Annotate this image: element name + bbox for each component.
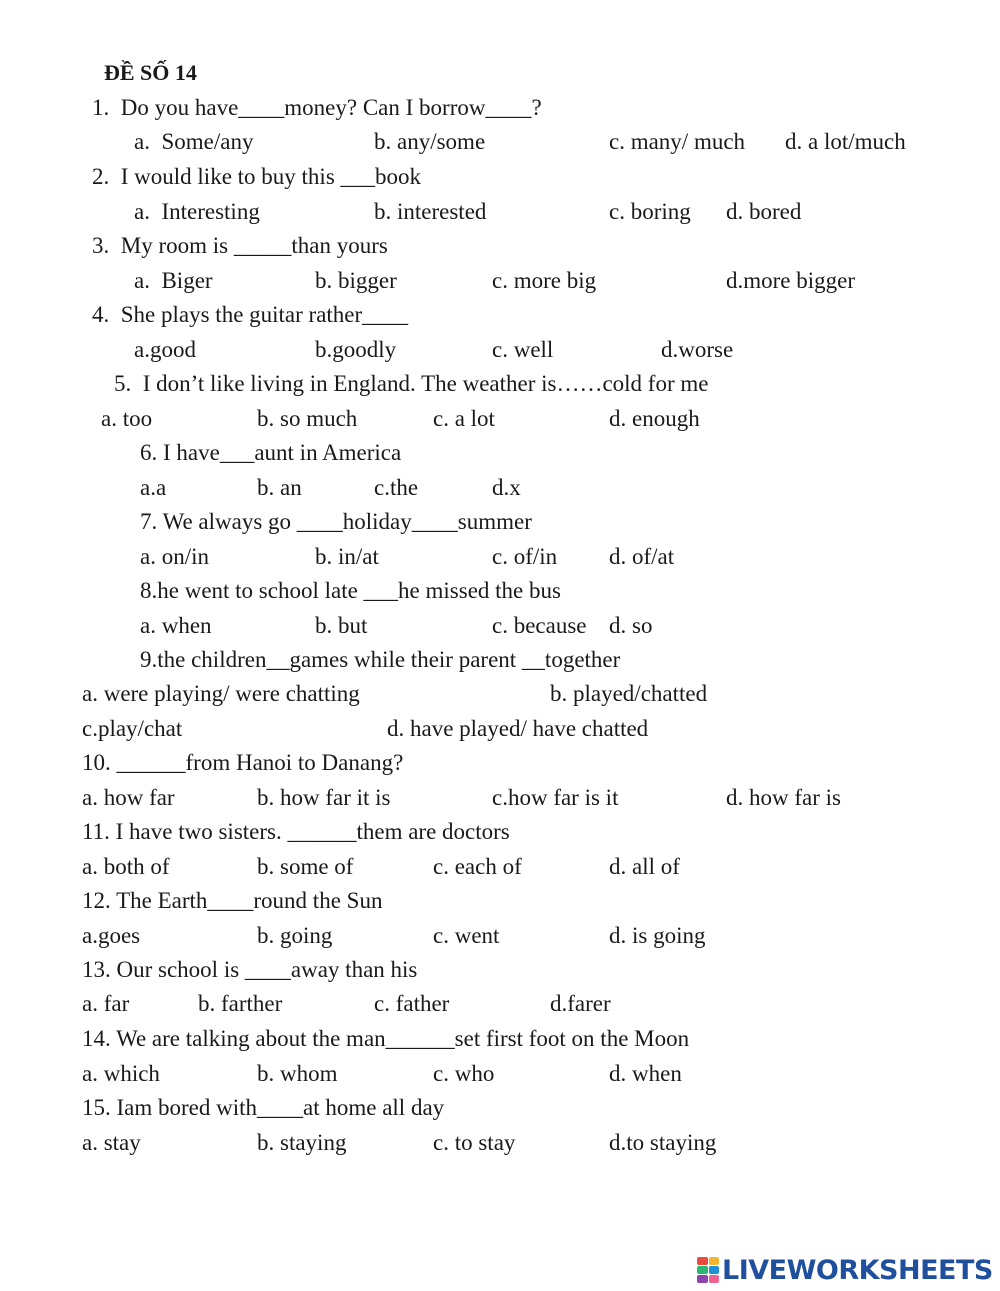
answer-option: a. Some/any (134, 129, 254, 154)
answer-option: b. staying (257, 1130, 347, 1155)
answer-option: d. a lot/much (785, 129, 906, 154)
answer-option: a.good (134, 337, 196, 362)
answer-option: d. of/at (609, 544, 675, 569)
answer-option: a. when (140, 613, 212, 638)
answer-option: d. enough (609, 406, 700, 431)
answer-option: c. went (433, 923, 500, 948)
answer-option: b. but (315, 613, 368, 638)
answer-option: b. how far it is (257, 785, 391, 810)
question-text: 12. The Earth____round the Sun (82, 888, 383, 913)
question-text: 8.he went to school late ___he missed the bus (140, 578, 561, 603)
answer-option: d. all of (609, 854, 680, 879)
answer-option: d.to staying (609, 1130, 717, 1155)
answer-option: d.farer (550, 991, 611, 1016)
answer-option: a. Interesting (134, 199, 260, 224)
question-text: 5. I don’t like living in England. The weather is……cold for me (114, 371, 709, 396)
question-text: 4. She plays the guitar rather____ (92, 302, 409, 327)
answer-option: c. many/ much (609, 129, 746, 154)
answer-option: a.a (140, 475, 167, 500)
answer-option: b. in/at (315, 544, 379, 569)
liveworksheets-logo-text: LIVEWORKSHEETS (722, 1254, 993, 1286)
answer-option: c. who (433, 1061, 495, 1086)
question-text: 9.the children__games while their parent __together (140, 647, 621, 672)
question-text: 10. ______from Hanoi to Danang? (82, 750, 404, 775)
answer-option: b. any/some (374, 129, 486, 154)
answer-option: b. an (257, 475, 302, 500)
answer-option: a. Biger (134, 268, 213, 293)
answer-option: d. have played/ have chatted (387, 716, 649, 741)
question-text: 2. I would like to buy this ___book (92, 164, 422, 189)
answer-option: d. so (609, 613, 653, 638)
answer-option: b. going (257, 923, 333, 948)
answer-option: d.worse (661, 337, 734, 362)
question-text: 3. My room is _____than yours (92, 233, 388, 258)
question-text: 11. I have two sisters. ______them are doctors (82, 819, 510, 844)
worksheet-title: ĐỀ SỐ 14 (104, 60, 197, 85)
answer-option: b. whom (257, 1061, 338, 1086)
question-text: 6. I have___aunt in America (140, 440, 402, 465)
answer-option: a. too (101, 406, 153, 431)
answer-option: a. far (82, 991, 130, 1016)
answer-option: c.play/chat (82, 716, 183, 741)
answer-option: a. on/in (140, 544, 209, 569)
answer-option: a. how far (82, 785, 175, 810)
question-text: 14. We are talking about the man______set first foot on the Moon (82, 1026, 690, 1051)
answer-option: a. which (82, 1061, 160, 1086)
answer-option: d. when (609, 1061, 682, 1086)
question-text: 15. Iam bored with____at home all day (82, 1095, 445, 1120)
question-text: 13. Our school is ____away than his (82, 957, 418, 982)
answer-option: b. played/chatted (550, 681, 708, 706)
liveworksheets-logo-icon (697, 1257, 719, 1283)
answer-option: c. each of (433, 854, 522, 879)
answer-option: b. farther (198, 991, 283, 1016)
answer-option: d. is going (609, 923, 706, 948)
answer-option: c. well (492, 337, 554, 362)
question-text: 1. Do you have____money? Can I borrow____? (92, 95, 542, 120)
answer-option: d. bored (726, 199, 802, 224)
answer-option: b. interested (374, 199, 487, 224)
answer-option: c. to stay (433, 1130, 516, 1155)
answer-option: a.goes (82, 923, 141, 948)
answer-option: a. both of (82, 854, 170, 879)
answer-option: c. of/in (492, 544, 558, 569)
answer-option: c. father (374, 991, 450, 1016)
answer-option: b. bigger (315, 268, 397, 293)
answer-option: d. how far is (726, 785, 841, 810)
question-text: 7. We always go ____holiday____summer (140, 509, 532, 534)
liveworksheets-logo (697, 1254, 993, 1286)
answer-option: a. were playing/ were chatting (82, 681, 360, 706)
answer-option: c. a lot (433, 406, 495, 431)
answer-option: d.more bigger (726, 268, 856, 293)
answer-option: d.x (492, 475, 521, 500)
answer-option: c. boring (609, 199, 691, 224)
answer-option: b. some of (257, 854, 354, 879)
answer-option: b.goodly (315, 337, 397, 362)
answer-option: a. stay (82, 1130, 141, 1155)
answer-option: c. more big (492, 268, 597, 293)
answer-option: c.the (374, 475, 419, 500)
answer-option: b. so much (257, 406, 358, 431)
answer-option: c. because (492, 613, 587, 638)
answer-option: c.how far is it (492, 785, 619, 810)
